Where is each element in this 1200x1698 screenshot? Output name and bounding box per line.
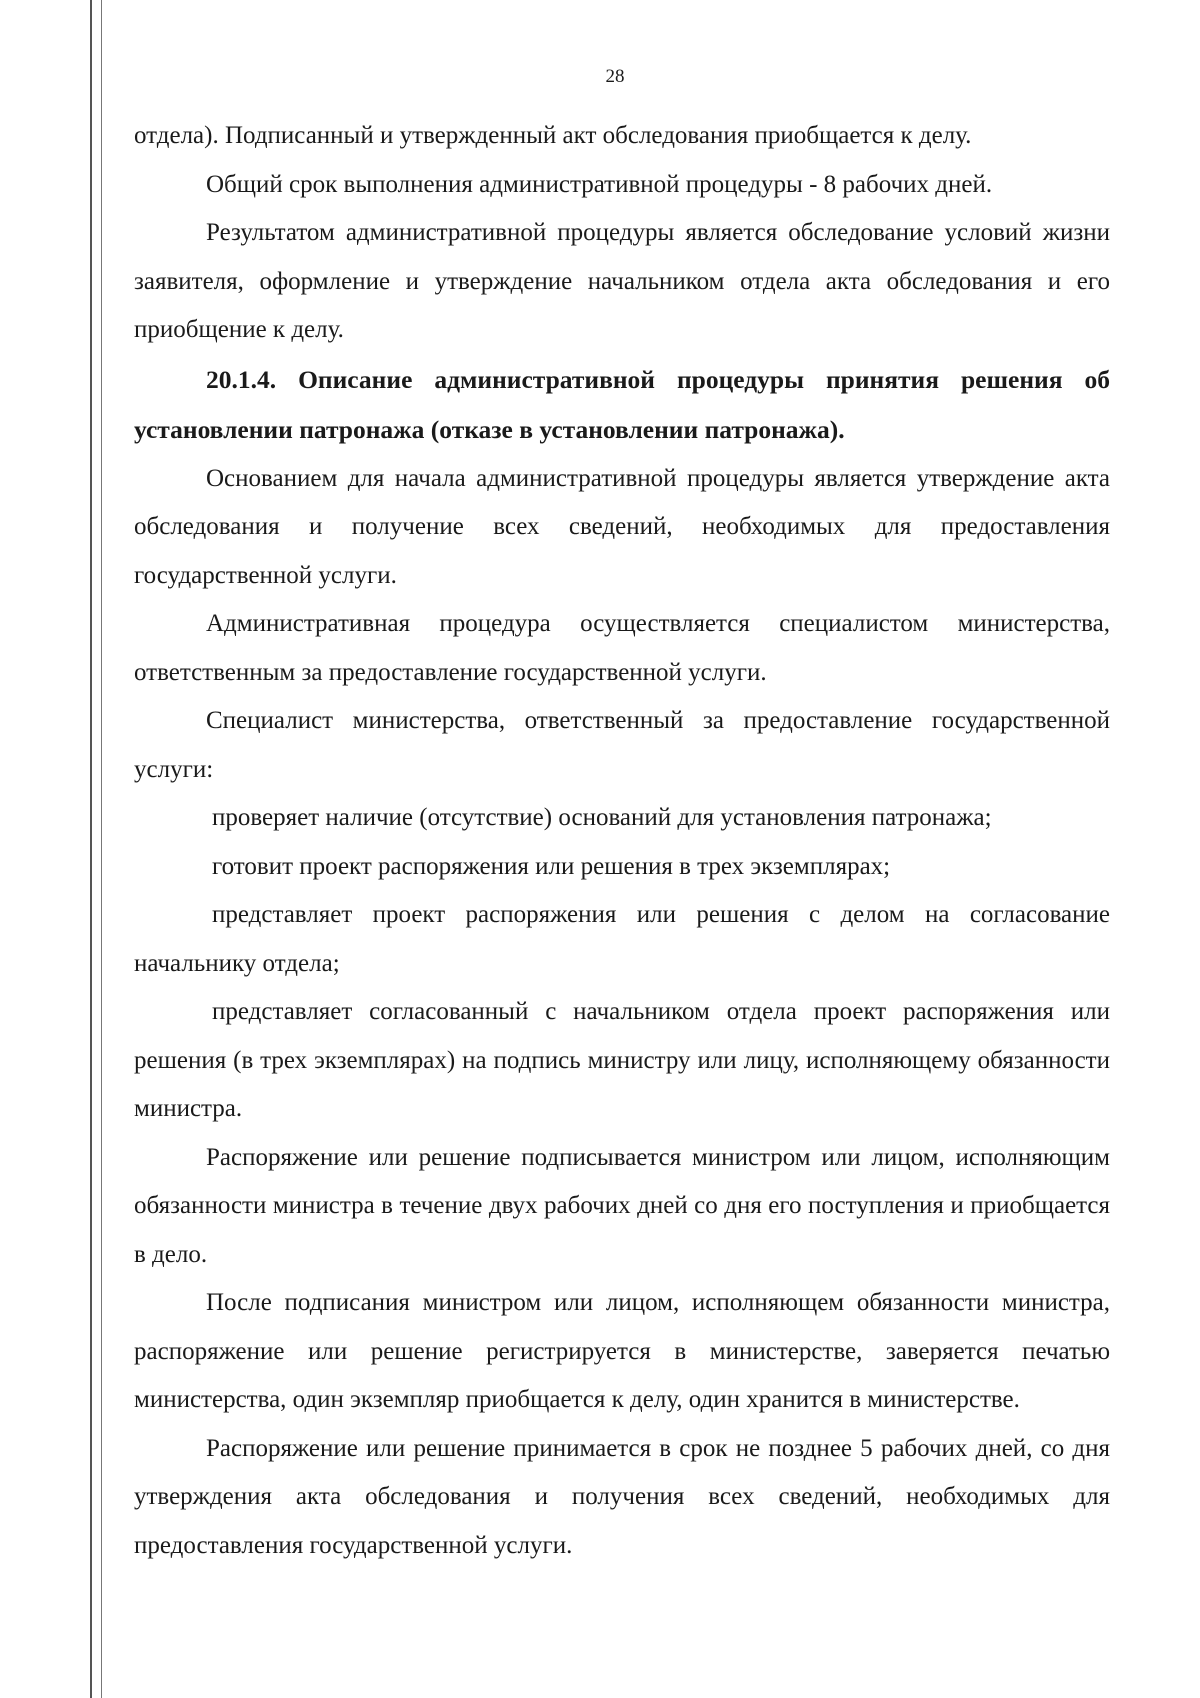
paragraph: Распоряжение или решение подписывается министром или лицом, исполняющим обязанности министра в течение двух рабочих дней со дня его поступления и приобщается в дело. xyxy=(134,1143,1110,1268)
list-item: представляет проект распоряжения или решения с делом на согласование начальнику отдела; xyxy=(134,901,1110,977)
binding-line xyxy=(101,0,102,1698)
list-item: представляет согласованный с начальником отдела проект распоряжения или решения (в трех экземплярах) на подпись министру или лицу, исполняющему обязанности министра. xyxy=(134,998,1110,1122)
paragraph: Результатом административной процедуры является обследование условий жизни заявителя, оформление и утверждение начальником отдела акта обследования и его приобщение к делу. xyxy=(134,219,1110,343)
binding-line xyxy=(90,0,92,1698)
page-number: 28 xyxy=(605,66,625,87)
paragraph: Общий срок выполнения административной процедуры - 8 рабочих дней. xyxy=(206,170,993,198)
paragraph: После подписания министром или лицом, исполняющем обязанности министра, распоряжение или решение регистрируется в министерстве, заверяется печатью министерства, один экземпляр приобщается к делу, один хранится в министерстве. xyxy=(134,1289,1110,1413)
paragraph: Распоряжение или решение принимается в срок не позднее 5 рабочих дней, со дня утверждения акта обследования и получения всех сведений, необходимых для предоставления государственной услуги. xyxy=(134,1434,1110,1559)
paragraph: отдела). Подписанный и утвержденный акт обследования приобщается к делу. xyxy=(134,122,972,149)
document-body xyxy=(134,112,1110,1570)
section-heading: 20.1.4. Описание административной процедуры принятия решения об установлении патронажа (отказе в установлении патронажа). xyxy=(134,364,1110,444)
paragraph: Основанием для начала административной процедуры является утверждение акта обследования и получение всех сведений, необходимых для предоставления государственной услуги. xyxy=(134,464,1110,589)
paragraph: Специалист министерства, ответственный за предоставление государственной услуги: xyxy=(134,707,1110,783)
list-item: готовит проект распоряжения или решения в трех экземплярах; xyxy=(212,852,891,880)
list-item: проверяет наличие (отсутствие) оснований для установления патронажа; xyxy=(212,804,992,831)
paragraph: Административная процедура осуществляется специалистом министерства, ответственным за предоставление государственной услуги. xyxy=(134,610,1110,686)
